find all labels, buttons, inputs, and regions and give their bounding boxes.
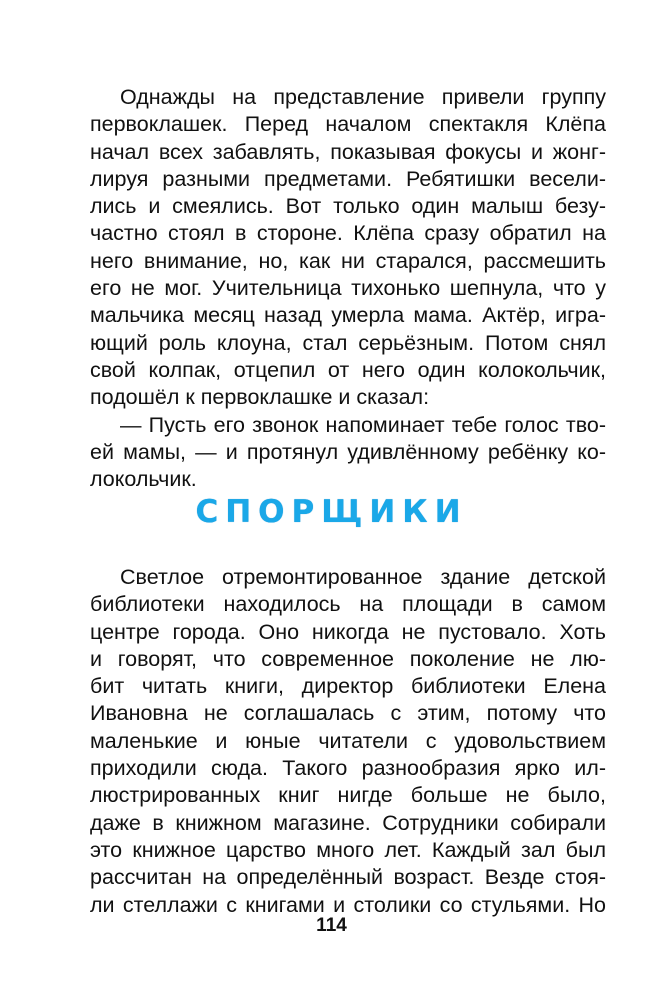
text-line: приходили сюда. Такого разнообразия ярко ил- — [90, 756, 606, 781]
text-line: первоклашек. Перед началом спектакля Клёпа — [90, 112, 606, 137]
text-line: его не мог. Учительница тихонько шепнула, что у — [90, 276, 606, 301]
text-line: рассчитан на определённый возраст. Везде стоя- — [90, 865, 606, 890]
text-line: лись и смеялись. Вот только один малыш безу- — [90, 194, 606, 219]
text-line: ли стеллажи с книгами и столики со стульями. Но — [90, 892, 606, 917]
text-line: центре города. Оно никогда не пустовало. Хоть — [90, 619, 606, 644]
text-line: лируя разными предметами. Ребятишки весели- — [90, 166, 606, 191]
chapter-heading: СПОРЩИКИ — [195, 494, 468, 530]
dialogue-line: — Пусть его звонок напоминает тебе голос тво- — [120, 412, 606, 437]
text-line: частно стоял в стороне. Клёпа сразу обратил на — [90, 221, 606, 246]
text-line: подошёл к первоклашке и сказал: — [90, 385, 430, 410]
page-number: 114 — [316, 915, 347, 936]
text-line: и говорят, что современное поколение не лю- — [90, 646, 606, 671]
text-line: библиотеки находилось на площади в самом — [90, 592, 606, 617]
text-line: Однажды на представление привели группу — [120, 85, 606, 109]
text-line: него внимание, но, как ни старался, рассмешить — [90, 248, 606, 273]
text-line: свой колпак, отцепил от него один колокольчик, — [90, 357, 606, 382]
text-line: Ивановна не соглашалась с этим, потому что — [90, 701, 606, 726]
text-line: мальчика месяц назад умерла мама. Актёр, игра- — [90, 303, 606, 328]
text-line: ющий роль клоуна, стал серьёзным. Потом снял — [90, 330, 606, 355]
dialogue-line: локольчик. — [90, 467, 197, 492]
text-line: Светлое отремонтированное здание детской — [120, 565, 606, 589]
story-text-block-2 — [90, 564, 606, 919]
text-line: маленькие и юные читатели с удовольствием — [90, 728, 606, 753]
text-line: начал всех забавлять, показывая фокусы и жонг- — [90, 139, 606, 164]
text-line: бит читать книги, директор библиотеки Елена — [90, 674, 606, 699]
text-line: это книжное царство много лет. Каждый зал был — [90, 837, 606, 862]
dialogue-line: ей мамы, — и протянул удивлённому ребёнку ко- — [90, 439, 606, 464]
text-line: даже в книжном магазине. Сотрудники собирали — [90, 810, 606, 835]
story-text-block-1 — [90, 84, 606, 493]
text-line: люстрированных книг нигде больше не было, — [90, 783, 606, 808]
